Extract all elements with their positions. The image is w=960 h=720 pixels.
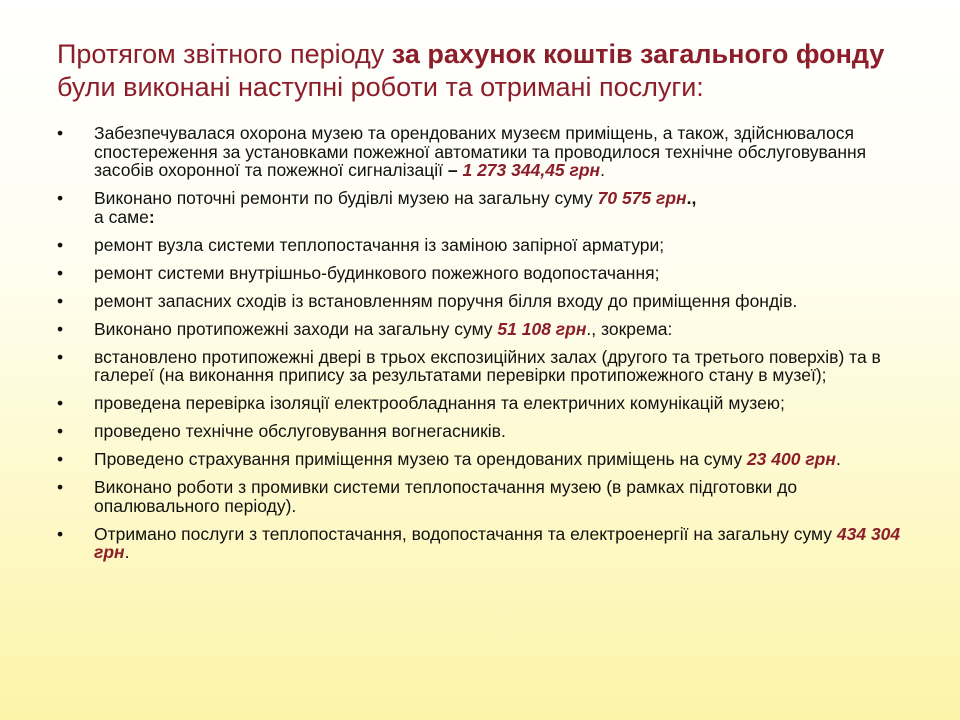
item-text: Виконано протипожежні заходи на загальну суму [94, 318, 498, 339]
title-part-2: за рахунок коштів загального фонду [391, 39, 885, 69]
item-text: Проведено страхування приміщення музею та орендованих приміщень на суму [94, 449, 747, 469]
amount-repairs: 70 575 грн [597, 188, 687, 208]
amount-utilities: 434 304 грн [94, 523, 901, 562]
item-dash: – [447, 160, 463, 180]
item-text: Забезпечувалася охорона музею та орендованих музеєм приміщень, а також, здійснювалося спостереження за установками пожежної автоматики та проводилося технічне обслуговування засобів охоронної та пожежної сигналізації [94, 123, 867, 180]
bullet: • [57, 290, 64, 311]
bullet: • [57, 393, 64, 413]
list-item-stairs-repair [57, 292, 927, 311]
title-part-1: Протягом звітного періоду [57, 39, 392, 69]
bullet: • [57, 449, 64, 469]
slide-title [57, 38, 917, 104]
bullet: • [57, 234, 64, 255]
list-item-fire-measures [57, 320, 927, 339]
item-text: ремонт вузла системи теплопостачання із заміною запірної арматури; [94, 234, 665, 255]
item-text: ремонт системи внутрішньо-будинкового пожежного водопостачання; [94, 262, 660, 283]
item-text-line2: а саме [94, 206, 149, 227]
item-text: Отримано послуги з теплопостачання, водопостачання та електроенергії на загальну суму [94, 523, 837, 544]
amount-security: 1 273 344,45 грн [462, 160, 601, 180]
item-text: ремонт запасних сходів із встановленням поручня білля входу до приміщення фондів. [94, 290, 798, 311]
bullet: • [57, 346, 64, 367]
item-colon: : [148, 206, 155, 227]
amount-insurance: 23 400 грн [746, 449, 836, 469]
bullet: • [57, 262, 64, 283]
list-item-insulation-check [57, 394, 927, 413]
list-item-extinguishers [57, 422, 927, 441]
item-text: Виконано поточні ремонти по будівлі музею на загальну суму [94, 188, 598, 208]
bullet: • [57, 523, 64, 544]
list-item-heating-repair [57, 236, 927, 255]
title-part-3: були виконані наступні роботи та отримані послуги: [57, 72, 704, 102]
list-item-flushing [57, 478, 927, 515]
item-text-end: . [835, 449, 841, 469]
list-item-security [57, 124, 927, 180]
list-item-fire-doors [57, 348, 927, 385]
item-text: Виконано роботи з промивки системи теплопостачання музею (в рамках підготовки до опалювального періоду). [94, 477, 798, 516]
item-text: встановлено протипожежні двері в трьох експозиційних залах (другого та третього поверхів) та в галереї (на виконання припису за результатами перевірки протипожежного стану в музеї); [94, 346, 881, 385]
list-item-repairs [57, 189, 927, 226]
bullet: • [57, 477, 64, 497]
bullet: • [57, 123, 64, 143]
item-text-end: . [600, 160, 606, 180]
item-text: проведена перевірка ізоляції електрообладнання та електричних комунікацій музею; [94, 393, 785, 413]
item-text-end: . [124, 542, 130, 562]
amount-fire: 51 108 грн [497, 318, 587, 339]
work-list [57, 124, 927, 571]
list-item-insurance [57, 450, 927, 469]
item-text-end: ., зокрема: [586, 318, 673, 339]
bullet: • [57, 421, 64, 441]
bullet: • [57, 188, 64, 208]
item-text: проведено технічне обслуговування вогнегасників. [94, 421, 506, 441]
bullet: • [57, 318, 64, 339]
list-item-water-repair [57, 264, 927, 283]
list-item-utilities [57, 525, 927, 562]
item-text-end: ., [686, 188, 697, 208]
